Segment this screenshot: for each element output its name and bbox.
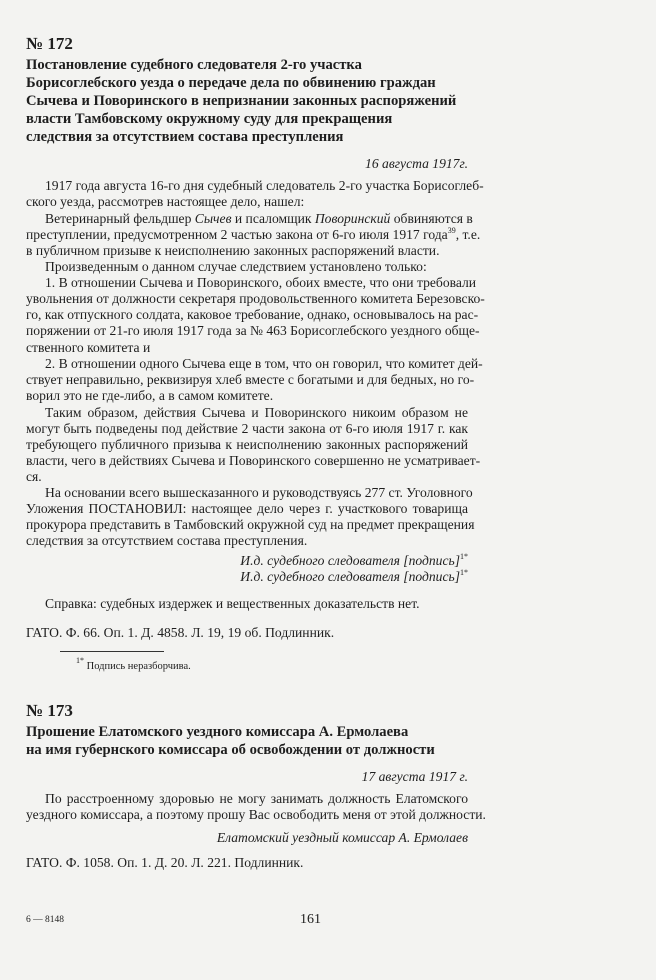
document-date: 17 августа 1917 г. (361, 769, 468, 784)
body-line: ского уезда, рассмотрев настоящее дело, нашел: (26, 194, 305, 209)
body-line: требующего публичного призыва к неисполнению законных распоряжений (26, 437, 468, 452)
document-number: № 172 (26, 34, 73, 53)
body-line (45, 210, 473, 227)
document-date: 16 августа 1917г. (365, 156, 468, 171)
body-line: прокурора представить в Тамбовский окружной суд на предмет прекращения (26, 517, 475, 532)
archive-source: ГАТО. Ф. 1058. Оп. 1. Д. 20. Л. 221. Подлинник. (26, 855, 304, 870)
document-title-line: Прошение Елатомского уездного комиссара А. Ермолаева (26, 724, 409, 740)
body-line: го, как отпускного солдата, каковое требование, однако, основывалось на рас- (26, 307, 479, 322)
body-line: По расстроенному здоровью не могу занимать должность Елатомского (45, 791, 468, 806)
footnote-mark: 1* (76, 656, 84, 665)
signature-line: Елатомский уездный комиссар А. Ермолаев (216, 830, 468, 845)
superscript-ref: 1* (460, 552, 468, 561)
body-line: На основании всего вышесказанного и руководствуясь 277 ст. Уголовного (45, 485, 473, 500)
page-number: 161 (300, 912, 321, 927)
text-segment: обвиняются в (390, 211, 473, 226)
body-line: 1. В отношении Сычева и Поворинского, обоих вместе, что они требовали (45, 275, 477, 290)
text-segment: и псаломщик (231, 211, 315, 226)
reference-note: Справка: судебных издержек и вещественных доказательств нет. (45, 596, 420, 611)
body-line: власти, чего в действиях Сычева и Поворинского совершенно не усматривает- (26, 453, 481, 468)
document-title-line: Постановление судебного следователя 2-го участка (26, 57, 362, 73)
body-line: ствует неправильно, реквизируя хлеб вместе с богатыми и для бедных, но го- (26, 372, 475, 387)
print-code: 6 — 8148 (26, 915, 64, 925)
text-segment: преступлении, предусмотренном 2 частью закона от 6-го июля 1917 года (26, 227, 448, 242)
body-line: увольнения от должности секретаря продовольственного комитета Березовско- (26, 291, 485, 306)
body-line: Уложения ПОСТАНОВИЛ: настоящее дело через г. участкового товарища (26, 501, 468, 516)
footnote (76, 656, 191, 672)
document-number: № 173 (26, 701, 73, 720)
document-title-line: Сычева и Поворинского в непризнании законных распоряжений (26, 93, 457, 109)
body-line: в публичном призыве к неисполнению законных распоряжений власти. (26, 243, 440, 258)
body-line: 2. В отношении одного Сычева еще в том, что он говорил, что комитет дей- (45, 356, 483, 371)
body-line: уездного комиссара, а поэтому прошу Вас освободить меня от этой должности. (26, 807, 486, 822)
text-segment: Ветеринарный фельдшер (45, 211, 195, 226)
signature-line (26, 552, 468, 569)
body-line: ственного комитета и (26, 340, 151, 355)
signature-line (26, 568, 468, 585)
archive-source: ГАТО. Ф. 66. Оп. 1. Д. 4858. Л. 19, 19 об. Подлинник. (26, 625, 335, 640)
text-segment: Поворинский (314, 211, 391, 226)
superscript-ref: 39 (447, 226, 456, 235)
footnote-text: Подпись неразборчива. (86, 661, 191, 672)
body-line: поряжении от 21-го июля 1917 года за № 463 Борисоглебского уездного обще- (26, 323, 480, 338)
document-title-line: власти Тамбовскому окружному суду для прекращения (26, 111, 393, 127)
text-segment: Сычев (194, 211, 232, 226)
body-line: могут быть подведены под действие 2 части закона от 6-го июля 1917 г. как (26, 421, 468, 436)
footnote-divider (60, 651, 164, 652)
body-line: Произведенным о данном случае следствием установлено только: (45, 259, 427, 274)
body-line: ворил это не где-либо, а в самом комитете. (26, 388, 274, 403)
text-segment: И.д. судебного следователя [подпись] (240, 553, 460, 568)
body-line: Таким образом, действия Сычева и Поворинского никоим образом не (45, 405, 468, 420)
body-line: 1917 года августа 16-го дня судебный следователь 2-го участка Борисоглеб- (45, 178, 484, 193)
document-title-line: следствия за отсутствием состава преступления (26, 129, 344, 145)
body-line: ся. (26, 469, 42, 484)
text-segment: И.д. судебного следователя [подпись] (240, 569, 460, 584)
text-segment: , т.е. (455, 227, 481, 242)
document-title-line: Борисоглебского уезда о передаче дела по обвинению граждан (26, 75, 436, 91)
body-line (26, 226, 481, 243)
document-title-line: на имя губернского комиссара об освобождении от должности (26, 742, 435, 758)
superscript-ref: 1* (460, 568, 468, 577)
body-line: следствия за отсутствием состава преступления. (26, 533, 308, 548)
